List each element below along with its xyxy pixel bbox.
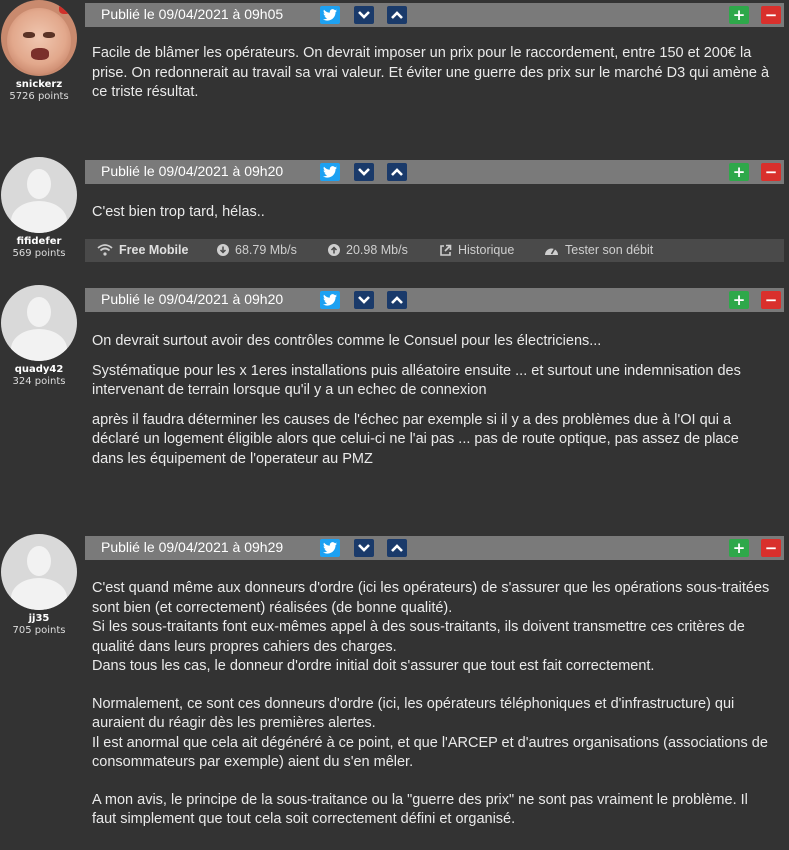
upload-speed <box>328 243 408 257</box>
comment-author <box>0 0 78 103</box>
plus-button[interactable]: + <box>729 6 749 24</box>
avatar[interactable] <box>1 534 77 610</box>
post-date: Publié le 09/04/2021 à 09h20 <box>101 291 284 307</box>
avatar[interactable] <box>1 157 77 233</box>
minus-button[interactable]: − <box>761 539 781 557</box>
history-link[interactable] <box>439 243 514 257</box>
comment-text: Facile de blâmer les opérateurs. On devrait imposer un prix pour le raccordement, entre 150 et 200€ la prise. On redonnerait au travail sa vrai valeur. Et éviter une guerre des prix sur le marché D3 qui amène à ce triste résultat. <box>92 45 770 100</box>
minus-button[interactable]: − <box>761 6 781 24</box>
post-date: Publié le 09/04/2021 à 09h05 <box>101 6 284 22</box>
plus-button[interactable]: + <box>729 163 749 181</box>
vote-up-button[interactable] <box>387 163 407 181</box>
connection-info-bar <box>85 239 784 262</box>
twitter-icon <box>323 294 337 306</box>
download-icon <box>217 244 229 256</box>
comment-header <box>85 288 784 312</box>
twitter-share-button[interactable] <box>320 291 340 309</box>
speedometer-icon <box>544 244 559 256</box>
speedtest-label[interactable]: Tester son débit <box>565 243 654 257</box>
download-value: 68.79 Mb/s <box>235 243 297 257</box>
speedtest-link[interactable] <box>544 243 653 257</box>
chevron-down-icon <box>357 295 371 305</box>
chevron-down-icon <box>357 10 371 20</box>
comment-body <box>92 44 772 113</box>
twitter-icon <box>323 9 337 21</box>
history-label[interactable]: Historique <box>458 243 515 257</box>
comment-body <box>92 203 772 233</box>
operator-name: Free Mobile <box>119 243 189 257</box>
comment-text: Systématique pour les x 1eres installations puis alléatoire ensuite ... et surtout une indemnisation des intervenant de terrain lorsque qu'il y a un echec de connexion <box>92 362 741 398</box>
external-link-icon <box>439 244 452 257</box>
username[interactable]: jj35 <box>28 613 50 624</box>
comment-header <box>85 536 784 560</box>
comment-author <box>0 157 78 260</box>
avatar[interactable] <box>1 285 77 361</box>
username[interactable]: quady42 <box>14 364 64 375</box>
twitter-share-button[interactable] <box>320 163 340 181</box>
vote-up-button[interactable] <box>387 6 407 24</box>
chevron-up-icon <box>390 543 404 553</box>
plus-button[interactable]: + <box>729 539 749 557</box>
comment-text: Si les sous-traitants font eux-mêmes appel à des sous-traitants, ils doivent transmettre ces critères de qualité dans leurs propres cahiers des charges. <box>92 619 745 655</box>
vote-down-button[interactable] <box>354 291 374 309</box>
operator <box>97 243 188 257</box>
comment-body <box>92 579 772 840</box>
chevron-up-icon <box>390 10 404 20</box>
twitter-icon <box>323 542 337 554</box>
comment-text: A mon avis, le principe de la sous-traitance ou la "guerre des prix" ne sont pas vraiment le problème. Il faut simplement que tout cela soit correctement défini et organisé. <box>92 791 748 827</box>
vote-down-button[interactable] <box>354 6 374 24</box>
comment-text: Il est anormal que cela ait dégénéré à ce point, et que l'ARCEP et d'autres organisations (associations de consommateurs par exemple) aient du s'en mêler. <box>92 734 768 770</box>
twitter-icon <box>323 166 337 178</box>
vote-down-button[interactable] <box>354 163 374 181</box>
comment-text: Dans tous les cas, le donneur d'ordre initial doit s'assurer que tout est fait correctement. <box>92 658 655 674</box>
vote-up-button[interactable] <box>387 291 407 309</box>
download-speed <box>217 243 297 257</box>
vote-up-button[interactable] <box>387 539 407 557</box>
comment-text: On devrait surtout avoir des contrôles comme le Consuel pour les électriciens... <box>92 333 602 349</box>
plus-button[interactable]: + <box>729 291 749 309</box>
comment-header <box>85 3 784 27</box>
user-points: 569 points <box>12 248 66 259</box>
comment-author <box>0 534 78 637</box>
comment-author <box>0 285 78 388</box>
comment-header <box>85 160 784 184</box>
comment-text: après il faudra déterminer les causes de l'échec par exemple si il y a des problèmes due à l'OI qui a déclaré un logement éligible alors que celui-ci ne l'ai pas ... pas de route optique, pas assez de place dans les équipement de l'operateur au PMZ <box>92 411 739 467</box>
upload-value: 20.98 Mb/s <box>346 243 408 257</box>
chevron-down-icon <box>357 167 371 177</box>
username[interactable]: fifidefer <box>16 236 62 247</box>
minus-button[interactable]: − <box>761 291 781 309</box>
post-date: Publié le 09/04/2021 à 09h20 <box>101 163 284 179</box>
comment-text: Normalement, ce sont ces donneurs d'ordre (ici, les opérateurs téléphoniques et d'infrastructure) qui auraient du réagir dès les premières alertes. <box>92 695 735 731</box>
chevron-down-icon <box>357 543 371 553</box>
minus-button[interactable]: − <box>761 163 781 181</box>
twitter-share-button[interactable] <box>320 539 340 557</box>
comment-text: C'est quand même aux donneurs d'ordre (ici les opérateurs) de s'assurer que les opérations sous-traitées sont bien (et correctement) réalisées (de bonne qualité). <box>92 580 770 616</box>
upload-icon <box>328 244 340 256</box>
twitter-share-button[interactable] <box>320 6 340 24</box>
username[interactable]: snickerz <box>15 79 63 90</box>
chevron-up-icon <box>390 167 404 177</box>
chevron-up-icon <box>390 295 404 305</box>
user-points: 705 points <box>12 625 66 636</box>
vote-down-button[interactable] <box>354 539 374 557</box>
avatar[interactable] <box>1 0 77 76</box>
post-date: Publié le 09/04/2021 à 09h29 <box>101 539 284 555</box>
user-points: 324 points <box>12 376 66 387</box>
user-points: 5726 points <box>9 91 69 102</box>
wifi-icon <box>97 244 113 256</box>
comment-body <box>92 332 772 479</box>
comment-text: C'est bien trop tard, hélas.. <box>92 204 265 220</box>
